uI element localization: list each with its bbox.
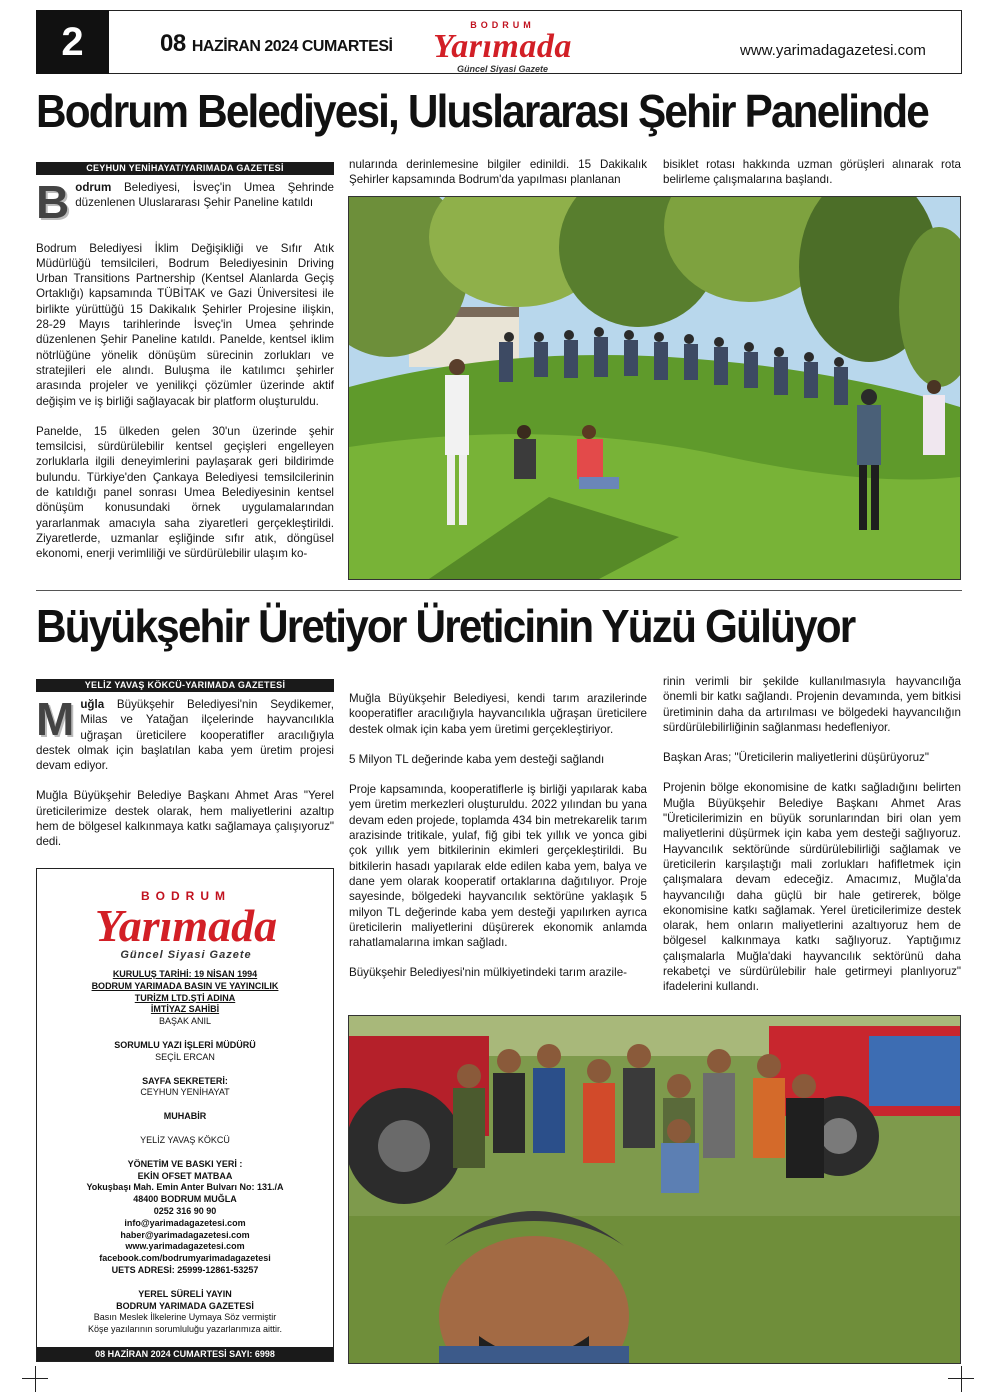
masthead-founded: KURULUŞ TARİHİ: 19 NİSAN 1994 bbox=[112, 969, 258, 979]
masthead-facebook[interactable]: facebook.com/bodrumyarimadagazetesi bbox=[99, 1253, 271, 1264]
masthead-editor: SEÇİL ERCAN bbox=[155, 1051, 215, 1062]
masthead-note-2: Köşe yazılarının sorumluluğu yazarlarımıza aittir. bbox=[87, 1324, 283, 1335]
masthead-logo-sub: Güncel Siyasi Gazete bbox=[120, 949, 252, 961]
article2-col2-paragraph-1: Muğla Büyükşehir Belediyesi, kendi tarım arazilerinde kooperatifler aracılığıyla hayvancılıkla uğraşan üreticilere destek olmak için kaba yem üretimi gerçekleştiriyor. bbox=[349, 692, 647, 736]
logo-top-text: BODRUM bbox=[470, 20, 535, 30]
masthead-secretary: CEYHUN YENİHAYAT bbox=[140, 1087, 230, 1098]
article1-col1 bbox=[36, 180, 334, 580]
article2-col1-paragraph-2: Muğla Büyükşehir Belediye Başkanı Ahmet Aras "Yerel üreticilerimize destek olarak, hem maliyetlerini azaltıp hem de bölgesel kalkınmaya katkı sağlamaya çalışıyoruz" dedi. bbox=[36, 789, 334, 849]
masthead-secretary-label: SAYFA SEKRETERİ: bbox=[142, 1075, 228, 1086]
article1-col2 bbox=[349, 157, 647, 188]
masthead-web[interactable]: www.yarimadagazetesi.com bbox=[125, 1241, 245, 1252]
masthead-company-1: BODRUM YARIMADA BASIN VE YAYINCILIK bbox=[91, 980, 279, 991]
masthead-footer: 08 HAZİRAN 2024 CUMARTESİ SAYI: 6998 bbox=[37, 1347, 333, 1361]
newspaper-logo bbox=[420, 20, 585, 72]
group-photo-illustration bbox=[349, 197, 960, 579]
article2-byline: YELİZ YAVAŞ KÖKCÜ-YARIMADA GAZETESİ bbox=[36, 679, 334, 692]
article2-headline: Büyükşehir Üretiyor Üreticinin Yüzü Gülüyor bbox=[36, 600, 855, 652]
article2-subheading-2: Başkan Aras; "Üreticilerin maliyetlerini düşürüyoruz" bbox=[663, 751, 929, 765]
article2-photo bbox=[348, 1015, 961, 1364]
article1-byline: CEYHUN YENİHAYAT/YARIMADA GAZETESİ bbox=[36, 162, 334, 175]
article2-col2-paragraph-3: Büyükşehir Belediyesi'nin mülkiyetindeki tarım arazile- bbox=[349, 966, 628, 980]
farmers-photo-illustration bbox=[349, 1016, 960, 1363]
masthead-logo bbox=[57, 889, 315, 961]
section-divider bbox=[36, 590, 962, 591]
masthead-email-haber[interactable]: haber@yarimadagazetesi.com bbox=[120, 1229, 250, 1240]
masthead-pub-type: YEREL SÜRELİ YAYIN bbox=[138, 1288, 232, 1299]
masthead-note-1: Basın Meslek İlkelerine Uymaya Söz vermiştir bbox=[93, 1312, 277, 1323]
masthead-company-2: TURİZM LTD.ŞTİ ADINA bbox=[134, 992, 236, 1003]
masthead-email-info[interactable]: info@yarimadagazetesi.com bbox=[124, 1217, 246, 1228]
article2-col3-paragraph-2: Projenin bölge ekonomisine de katkı sağladığını belirten Muğla Büyükşehir Belediye Başkanı Ahmet Aras "Üreticilerimizin en büyük sorunlarından biri olan yem maliyetlerini düşürmek için kaba yem desteği sağlıyoruz. Hayvancılık sektöründe sürdürülebilirliği sağlamak ve üreticilerin karşılaştığı mali zorlukları hafifletmek için çalışmalara devam edeceğiz. Amacımız, Muğla'da hayvancılığı daha güçlü bir hale getirerek, bölge ekonomisine katkı sağlamak. Yerel üreticilerimize destek olarak, hem onların maliyetlerini azaltıyoruz hem de bölgesel kalkınmaya katkı sağlıyoruz. Yaptığımız çalışmalarla Muğla'daki hayvancılık sektörünü daha rekabetçi ve sürdürülebilir hale getirmeyi planlıyoruz" ifadelerini kullandı. bbox=[663, 781, 961, 994]
article2-col3-paragraph-1: rinin verimli bir şekilde kullanılmasıyla hayvancılığa önemli bir katkı sağlandı. Projenin devamında, yem bitkisi üretiminin daha da artırılması ve bölgedeki hayvancılığın sürdürülebilirliğinin sağlanması hedefleniyor. bbox=[663, 675, 961, 734]
article2-lead: Büyükşehir Belediyesi'nin Seydikemer, Milas ve Yatağan ilçelerinde hayvancılıkla uğraşan üreticilere kooperatifler aracılığıyla destek olmak için başlatılan kaba yem üretim projesi devam ediyor. bbox=[36, 698, 334, 773]
masthead-uets: UETS ADRESİ: 25999-12861-53257 bbox=[111, 1264, 259, 1275]
logo-main-text: Yarımada bbox=[433, 28, 572, 65]
article1-dropcap: B bbox=[36, 180, 70, 228]
masthead-logo-main: Yarımada bbox=[94, 900, 278, 951]
article1-lead: Belediyesi, İsveç'in Umea Şehrinde düzenlenen Uluslararası Şehir Paneline katıldı bbox=[75, 181, 334, 210]
logo-sub-text: Güncel Siyasi Gazete bbox=[456, 64, 549, 74]
masthead-reporter-label: MUHABİR bbox=[163, 1111, 207, 1122]
masthead-owner-label: İMTİYAZ SAHİBİ bbox=[150, 1004, 220, 1015]
article2-col1 bbox=[36, 693, 334, 865]
masthead-address-2: 48400 BODRUM MUĞLA bbox=[133, 1194, 237, 1205]
article2-dropcap: M bbox=[36, 693, 75, 745]
article1-lead-bold: odrum bbox=[75, 181, 112, 194]
article2-lead-bold: uğla bbox=[80, 698, 105, 711]
website-link[interactable]: www.yarimadagazetesi.com bbox=[740, 42, 926, 59]
masthead-pub-name: BODRUM YARIMADA GAZETESİ bbox=[116, 1300, 254, 1311]
issue-day: 08 bbox=[160, 30, 186, 57]
masthead-address-1: Yokuşbaşı Mah. Emin Anter Bulvarı No: 131./A bbox=[86, 1182, 284, 1193]
article1-col3-text: bisiklet rotası hakkında uzman görüşleri alınarak rota belirleme çalışmalarına başlandı. bbox=[663, 158, 961, 187]
page-number: 2 bbox=[36, 10, 109, 74]
crop-mark bbox=[35, 1366, 36, 1392]
article1-col3 bbox=[663, 157, 961, 188]
masthead-print-name: EKİN OFSET MATBAA bbox=[137, 1170, 233, 1181]
masthead-logo-top: BODRUM bbox=[141, 889, 231, 903]
article2-col3 bbox=[663, 674, 961, 1010]
article1-paragraph-2: Panelde, 15 ülkeden gelen 30'un üzerinde şehir temsilcisi, sürdürülebilir kentsel geçişleri engelleyen zorluklarla ilgili deneyimlerini paylaşarak geri bildirimde bulundu. Türkiye'den Çankaya Belediyesi temsilcilerinin de katıldığı panel sonrası Umea Belediyesinin kentsel dönüşüm konusundaki örnek uygulamalarından yararlanmak amacıyla saha ziyaretleri gerçekleştirildi. Ziyaretlerde, uzmanlar eşliğinde sıfır atık, döngüsel ekonomi, enerji verimliliği ve sürdürülebilir ulaşım ko- bbox=[36, 424, 334, 561]
masthead-phone: 0252 316 90 90 bbox=[153, 1205, 217, 1216]
article2-subheading-1: 5 Milyon TL değerinde kaba yem desteği sağlandı bbox=[349, 752, 605, 766]
crop-mark bbox=[961, 1366, 962, 1392]
article2-col2 bbox=[349, 691, 647, 996]
article2-col2-paragraph-2: Proje kapsamında, kooperatiflerle iş birliği yapılarak kaba yem üretim merkezleri oluşturuldu. 2022 yılından bu yana devam eden projede, toplamda 434 bin metrekarelik tarım arazisinde tritikale, yulaf, fiğ gibi tek yıllık ve yonca gibi çok yıllık yem bitkilerinin ekimleri gerçekleştirildi. Bu bitkilerin hasadı yapılarak elde edilen kaba yem, balya ve dane yem olarak kooperatif ortaklarına dağıtılıyor. Proje sayesinde, bölgedeki hayvancılık sektörüne yaklaşık 5 milyon TL değerinde kaba yem desteği yapılırken ayrıca üreticilerin maliyetlerini düşürerek ekonomik anlamda rahatlamalarına imkan sağladı. bbox=[349, 783, 647, 950]
masthead-details bbox=[47, 969, 323, 1336]
article1-headline: Bodrum Belediyesi, Uluslararası Şehir Panelinde bbox=[36, 85, 928, 137]
masthead-editor-label: SORUMLU YAZI İŞLERİ MÜDÜRÜ bbox=[114, 1039, 256, 1050]
masthead-owner: BAŞAK ANIL bbox=[158, 1016, 212, 1027]
masthead-print-label: YÖNETİM VE BASKI YERİ : bbox=[127, 1158, 243, 1169]
issue-date-rest: HAZİRAN 2024 CUMARTESİ bbox=[191, 38, 393, 55]
masthead-reporter: YELİZ YAVAŞ KÖKCÜ bbox=[140, 1134, 230, 1145]
article1-paragraph-1: Bodrum Belediyesi İklim Değişikliği ve Sıfır Atık Müdürlüğü temsilcileri, Bodrum Belediyesinin Driving Urban Transitions Partnership (Kentsel Alanlarda Geçiş Ortaklığı) kapsamında TÜBİTAK ve Gazi Üniversitesi ile birlikte yürüttüğü 15 Dakikalık Şehirler Projesine ilişkin, 28-29 Mayıs tarihlerinde İsveç'in Umea şehrinde düzenlenen Şehir Paneline katıldı. Panelde, kentsel iklim nötrlüğüne yönelik dönüşüm sürecinin zorlukları ve stratejileri ele alındı. Buluşma ile katılımcı şehirler arasında projeler ve yenilikçi çözümler üzerinde aktif değişim ve iş birliği sağlayacak bir platform oluşturuldu. bbox=[36, 241, 334, 408]
article1-col2-text: nularında derinlemesine bilgiler edinildi. 15 Dakikalık Şehirler kapsamında Bodrum'da yapılması planlanan bbox=[349, 158, 647, 187]
masthead-box bbox=[36, 868, 334, 1362]
article1-photo bbox=[348, 196, 961, 580]
issue-date bbox=[160, 30, 392, 58]
